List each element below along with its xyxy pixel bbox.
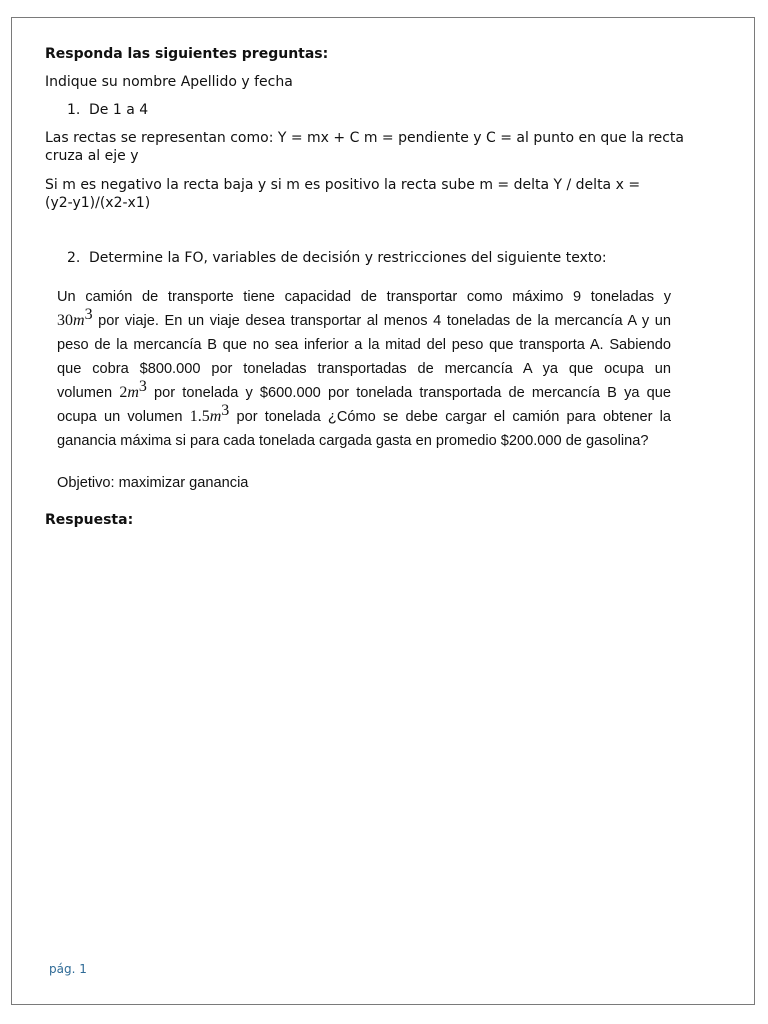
objective-text: Objetivo: maximizar ganancia [57,475,249,491]
name-instruction: Indique su nombre Apellido y fecha [45,74,293,90]
problem-line-4: que cobra $800.000 por toneladas transportadas de mercancía A ya que ocupa un [57,361,671,377]
problem-line-6-text: por tonelada ¿Cómo se debe cargar el camión para obtener la [229,409,671,425]
list-item-2 [67,250,607,267]
problem-line-2-text: por viaje. En un viaje desea transportar al menos 4 toneladas de la mercancía A y un [92,313,671,329]
document-heading: Responda las siguientes preguntas: [45,46,329,62]
list-item-1-number: 1. [67,102,81,118]
volume-b-exponent: 3 [221,402,230,419]
list-item-2-number: 2. [67,250,81,266]
problem-line-2 [57,306,671,333]
volume-a-exponent: 3 [138,378,147,395]
volume-b-number: 1.5 [189,408,210,425]
line-equation-text-2: cruza al eje y [45,148,139,164]
problem-line-5-text: por tonelada y $600.000 por tonelada transportada de mercancía B ya que [146,385,671,401]
answer-label: Respuesta: [45,512,134,528]
list-item-1-text: De 1 a 4 [89,102,149,118]
volume-unit: m [73,312,85,329]
problem-line-3: peso de la mercancía B que no sea inferior a la mitad del peso que transporta A. Sabiendo [57,337,671,353]
list-item-2-text: Determine la FO, variables de decisión y restricciones del siguiente texto: [89,250,607,266]
slope-text-1: Si m es negativo la recta baja y si m es positivo la recta sube m = delta Y / delta x = [45,177,641,193]
problem-line-7: ganancia máxima si para cada tonelada cargada gasta en promedio $200.000 de gasolina? [57,433,649,449]
line-equation-text-1: Las rectas se representan como: Y = mx + C m = pendiente y C = al punto en que la recta [45,130,684,146]
problem-line-5 [57,378,671,405]
volume-exponent: 3 [84,306,93,323]
list-item-1 [67,102,148,119]
document-page [11,17,755,1005]
volume-b-unit: m [209,408,222,425]
page-number: pág. 1 [49,962,87,976]
volume-number: 30 [57,312,73,329]
problem-line-5-start: volumen [57,385,120,401]
problem-line-1: Un camión de transporte tiene capacidad de transportar como máximo 9 toneladas y [57,289,671,305]
volume-a-unit: m [127,384,139,401]
volume-a-number: 2 [119,384,128,401]
slope-text-2: (y2-y1)/(x2-x1) [45,195,151,211]
problem-line-6 [57,402,671,429]
problem-line-6-start: ocupa un volumen [57,409,190,425]
